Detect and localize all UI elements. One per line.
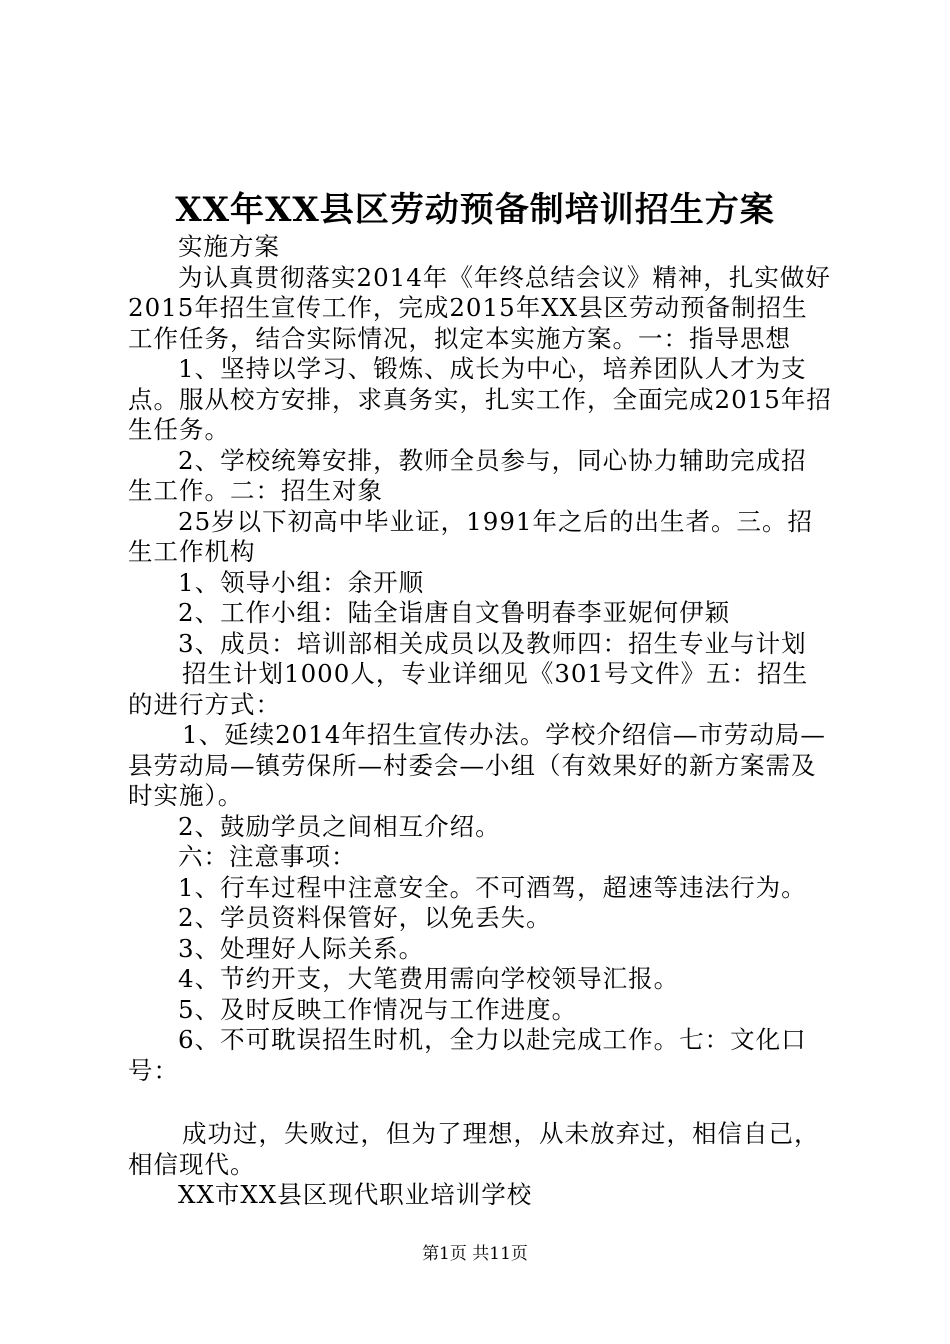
paragraph-intro: 为认真贯彻落实2014年《年终总结会议》精神，扎实做好2015年招生宣传工作，完成2015年XX县区劳动预备制招生工作任务，结合实际情况，拟定本实施方案。一：指导思想 [128,262,831,353]
paragraph-section-label: 实施方案 [178,232,280,261]
paragraph-slogan: 成功过，失败过，但为了理想，从未放弃过，相信自己，相信现代。 [128,1119,820,1179]
paragraph-guideline-1: 1、坚持以学习、锻炼、成长为中心，培养团队人才为支点。服从校方安排，求真务实，扎实工作，全面完成2015年招生任务。 [128,354,832,444]
paragraph-note-6: 6、不可耽误招生时机，全力以赴完成工作。七：文化口号： [128,1025,807,1085]
paragraph-target: 25岁以下初高中毕业证，1991年之后的出生者。三。招生工作机构 [128,506,814,566]
paragraph-note-5: 5、及时反映工作情况与工作进度。 [178,994,578,1024]
paragraph-plan: 招生计划1000人，专业详细见《301号文件》五：招生的进行方式： [128,659,809,719]
paragraph-notes-heading: 六：注意事项： [178,842,357,871]
document-title: XX年XX县区劳动预备制培训招生方案 [175,190,775,230]
paragraph-org-1: 1、领导小组：余开顺 [178,567,425,597]
paragraph-note-3: 3、处理好人际关系。 [178,933,425,963]
document-body [128,232,832,1211]
spacer [128,1086,832,1119]
paragraph-org-2: 2、工作小组：陆全诣唐自文鲁明春李亚妮何伊颖 [178,598,731,627]
paragraph-note-4: 4、节约开支，大笔费用需向学校领导汇报。 [178,964,680,993]
paragraph-method-2: 2、鼓励学员之间相互介绍。 [178,811,501,841]
page-footer: 第1页 共11页 [422,1244,528,1264]
paragraph-note-1: 1、行车过程中注意安全。不可酒驾，超速等违法行为。 [178,872,807,902]
paragraph-guideline-2: 2、学校统筹安排，教师全员参与，同心协力辅助完成招生工作。二：招生对象 [128,445,807,505]
paragraph-note-2: 2、学员资料保管好，以免丢失。 [178,903,552,932]
paragraph-org-3: 3、成员：培训部相关成员以及教师四：招生专业与计划 [178,628,807,658]
paragraph-method-1: 1、延续2014年招生宣传办法。学校介绍信—市劳动局—县劳动局—镇劳保所—村委会—小组（有效果好的新方案需及时实施）。 [128,720,826,810]
paragraph-signature: XX市XX县区现代职业培训学校 [178,1180,533,1209]
